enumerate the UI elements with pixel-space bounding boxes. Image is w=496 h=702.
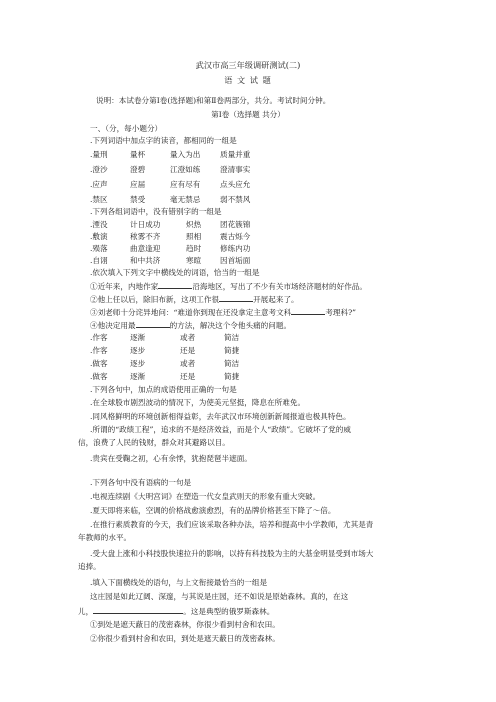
q6-option-2: ②你很少看到村舍和农田，到处是遮天蔽日的茂密森林。 [90,634,280,643]
q3-stem: .依次填入下列文字中横线处的词语，恰当的一组是 [90,268,260,277]
q2-option-d: .自诩 和中共济 寒暄 因首垢面 [90,256,251,265]
q2-stem: .下列各组词语中，没有错别字的一组是 [90,207,222,216]
q3-option-d: .做客 逐渐 还是 简捷 [90,372,240,381]
q3-sentence-4: ④他决定用最 的方法，解决这个令他头痛的问题。 [90,321,292,330]
exam-title: 武汉市高三年级调研测试(二) [195,60,301,70]
q4-option-c-line1: .所谓的“政绩工程”，追求的不是经济效益，而是个人“政绩”。它破坏了党的威 [90,425,351,434]
q5-stem: .下列各句中没有语病的一句是 [90,478,192,487]
q1-stem: .下列词语中加点字的读音，都相同的一组是 [90,136,237,145]
q5-option-b: .夏天即将来临，空调的价格战愈演愈烈，有的品牌价格甚至下降了～倍。 [90,506,336,515]
q2-option-c: .殒落 曲意逢迎 趋时 修练内功 [90,244,251,253]
q3-option-a: .作客 逐渐 或者 简洁 [90,333,240,342]
q6-option-1: ①到处是遮天蔽日的茂密森林，你很少看到村舍和农田。 [90,620,280,629]
instructions: 说明：本试卷分第Ⅰ卷(选择题)和第Ⅱ卷两部分，共分。考试时间分钟。 [96,96,331,105]
q3-option-b: .作客 逐步 还是 简捷 [90,346,240,355]
q3-sentence-1: ①近年来，内地作家 沿海地区，写出了不少有关市场经济题材的好作品。 [90,282,367,291]
q1-option-a: .量刑 量杯 量入为出 质量并重 [90,150,251,159]
q5-option-c-line2: 年教师的水平。 [78,533,132,542]
q5-option-a: .电视连续剧《大明宫词》在塑造一代女皇武则天的形象有重大突破。 [90,492,321,501]
q6-passage-line1: 这庄园是如此辽阔、深邃，与其说是庄园，还不如说是原始森林。真的，在这 [90,592,349,601]
q3-sentence-3: ③刘老师十分诧异地问：“难道你到现在还没拿定主意考文科 考理科?” [90,308,357,317]
q4-option-c-line2: 信，浪费了人民的钱财，群众对其避路以目。 [78,438,230,447]
part1-heading: 第Ⅰ卷（选择题 共分） [211,110,285,119]
q5-option-d-line2: 追捧。 [78,562,101,571]
q1-option-b: .澄沙 澄碧 江澄如练 澄清事实 [90,165,251,174]
q2-option-a: .湮没 计日成功 炽热 团花簇锦 [90,220,251,229]
q1-option-c: .应声 应届 应有尽有 点头应允 [90,180,251,189]
q4-option-b: .同风格鲜明的环境创新相得益彰，去年武汉市环境创新新闻报道也极具特色。 [90,412,351,421]
q6-stem: .填入下面横线处的语句，与上文衔接最恰当的一组是 [90,578,268,587]
q5-option-c-line1: .在推行素质教育的今天，我们应该采取各种办法，培养和提高中小学教师，尤其是青 [90,520,374,529]
q3-option-c: .做客 逐步 或者 简洁 [90,359,240,368]
q4-stem: .下列各句中，加点的成语使用正确的一句是 [90,385,237,394]
q4-option-d: .贵宾在受鞠之初，心有余悸，犹抱琵琶半遮面。 [90,454,252,463]
section1-heading: 一、（分，每小题分） [90,124,163,133]
q4-option-a: .在全球股市剧烈波动的情况下，为使美元坚挺，降息在所难免。 [90,398,306,407]
q5-option-d-line1: .受大盘上涨和小科技股快速拉升的影响，以持有科技股为主的大基金明显受到市场大 [90,549,374,558]
exam-subtitle: 语 文 试 题 [224,75,272,85]
q6-passage-line2: 儿， 。这是典型的俄罗斯森林。 [78,607,275,616]
q2-option-b: .敷演 秾雾不齐 照相 震古烁今 [90,232,251,241]
q3-sentence-2: ②他上任以后，除旧布新，这项工作很 开展起来了。 [90,295,299,304]
q1-option-d: .禁区 禁受 毫无禁忌 弱不禁风 [90,195,251,204]
